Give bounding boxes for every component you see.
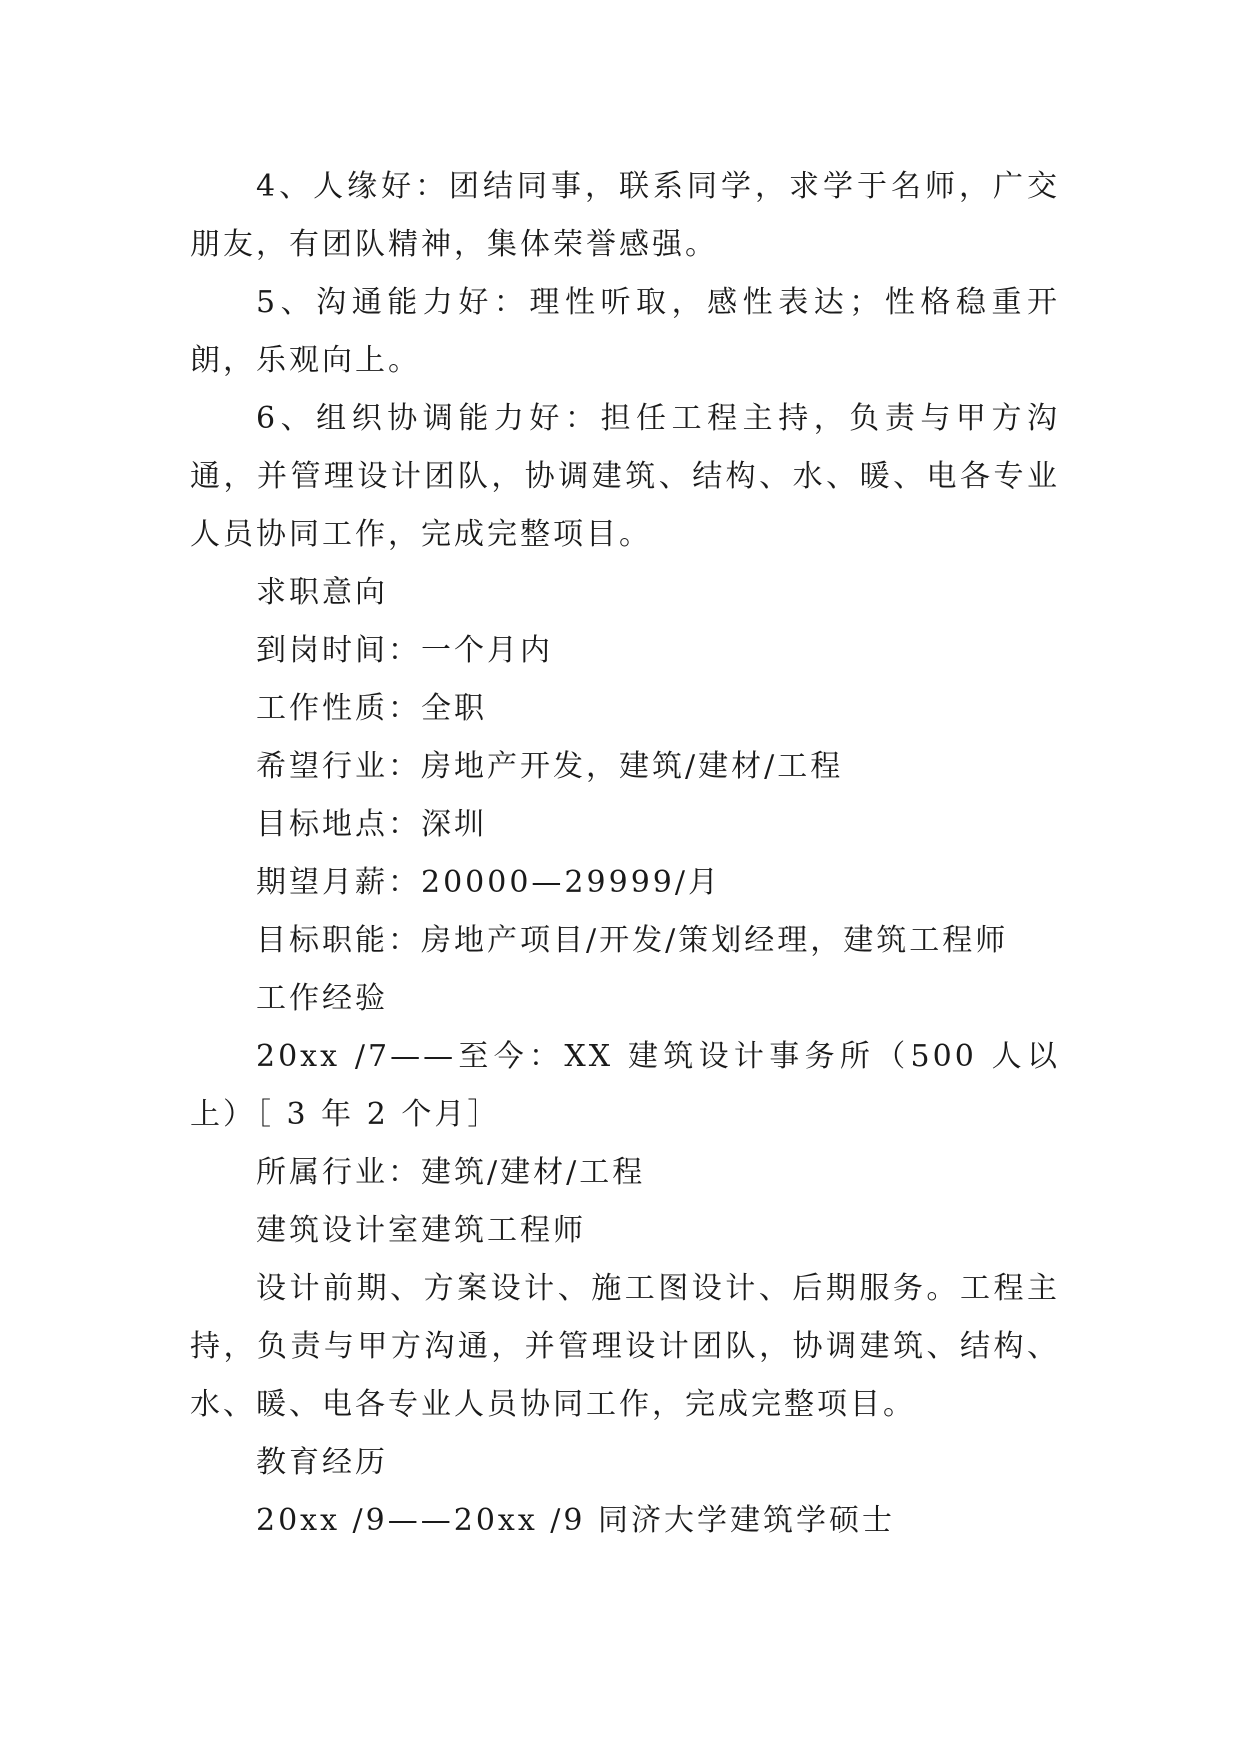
- work-position-line: 建筑设计室建筑工程师: [256, 1213, 586, 1248]
- desired-industry-line: 希望行业：房地产开发，建筑/建材/工程: [256, 749, 844, 784]
- work-period-line: 20xx /7——至今：XX 建筑设计事务所（500 人以上）［ 3 年 2 个月］: [190, 1039, 1060, 1132]
- expected-salary-line: 期望月薪：20000—29999/月: [256, 865, 721, 900]
- job-type-line: 工作性质：全职: [256, 691, 487, 726]
- work-description-paragraph: 设计前期、方案设计、施工图设计、后期服务。工程主持，负责与甲方沟通，并管理设计团队，协调建筑、结构、水、暖、电各专业人员协同工作，完成完整项目。: [190, 1271, 1060, 1422]
- education-line: 20xx /9——20xx /9 同济大学建筑学硕士: [256, 1503, 896, 1538]
- section-heading-job-intention: 求职意向: [256, 575, 388, 610]
- target-location-line: 目标地点：深圳: [256, 807, 487, 842]
- section-heading-work-experience: 工作经验: [256, 981, 388, 1016]
- strength-paragraph-5: 5、沟通能力好：理性听取，感性表达；性格稳重开朗，乐观向上。: [190, 285, 1060, 378]
- strength-paragraph-6: 6、组织协调能力好：担任工程主持，负责与甲方沟通，并管理设计团队，协调建筑、结构、水、暖、电各专业人员协同工作，完成完整项目。: [190, 401, 1060, 552]
- target-function-line: 目标职能：房地产项目/开发/策划经理，建筑工程师: [256, 923, 1009, 958]
- section-heading-education: 教育经历: [256, 1445, 388, 1480]
- strength-paragraph-4: 4、人缘好：团结同事，联系同学，求学于名师，广交朋友，有团队精神，集体荣誉感强。: [190, 169, 1060, 262]
- work-industry-line: 所属行业：建筑/建材/工程: [256, 1155, 646, 1190]
- document-body: [190, 158, 1060, 1550]
- arrival-time-line: 到岗时间：一个月内: [256, 633, 553, 668]
